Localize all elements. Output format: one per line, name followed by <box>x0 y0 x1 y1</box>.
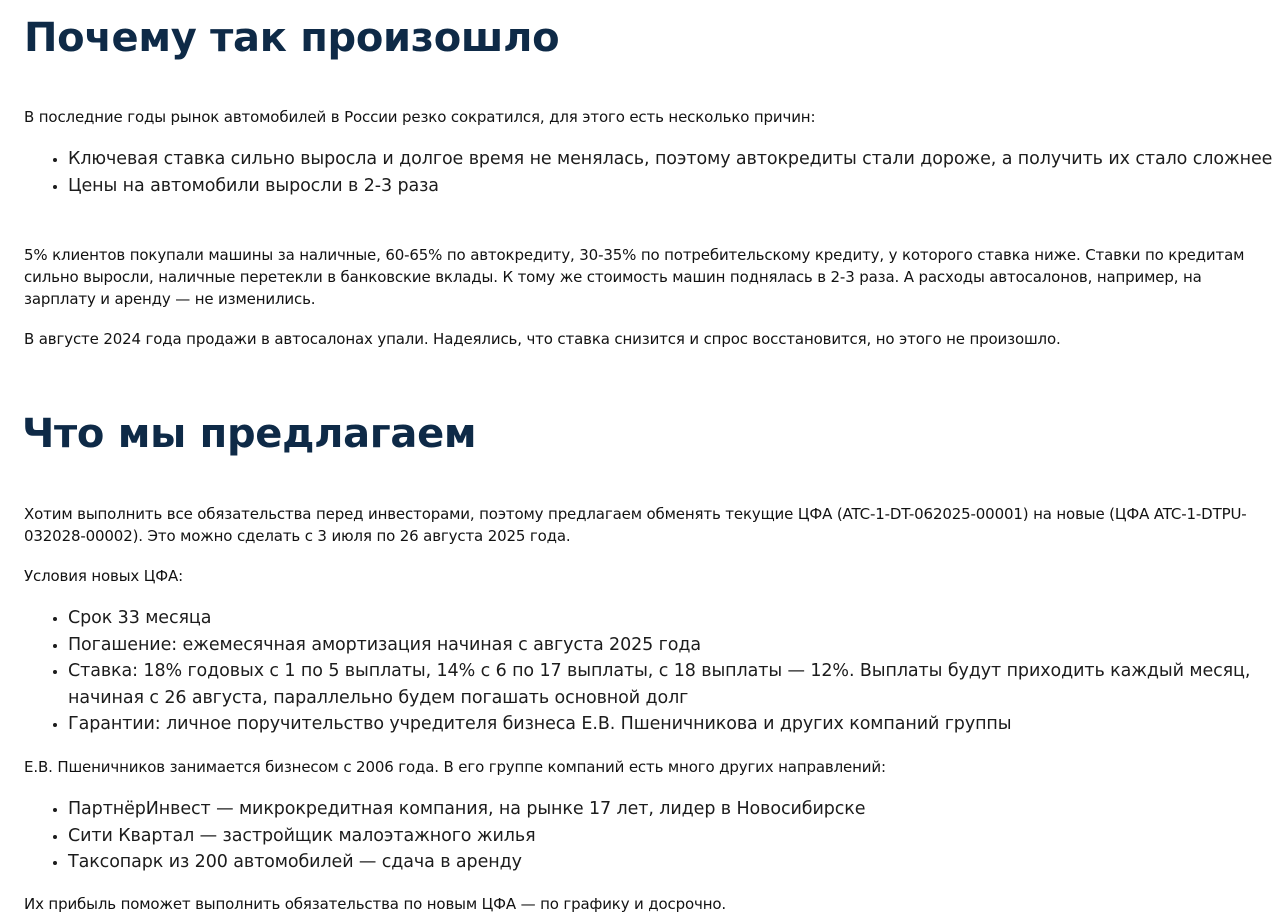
list-item: • ПартнёрИнвест — микрокредитная компания, на рынке 17 лет, лидер в Новосибирске <box>68 796 1280 823</box>
list-item: • Погашение: ежемесячная амортизация начиная с августа 2025 года <box>68 632 1280 659</box>
section-heading-offer: Что мы предлагаем <box>22 411 477 457</box>
list-item: • Сити Квартал — застройщик малоэтажного жилья <box>68 823 1280 850</box>
conditions-label: Условия новых ЦФА: <box>24 567 184 585</box>
list-item: • Цены на автомобили выросли в 2-3 раза <box>68 173 1280 200</box>
reasons-list <box>24 146 1280 199</box>
exchange-paragraph: Хотим выполнить все обязательства перед инвесторами, поэтому предлагаем обменять текущие ЦФА (ATC-1-DT-062025-00001) на новые (ЦФА ATC-1-DTPU-032028-00002). Это можно сделать с 3 июля по 26 августа 2025 года. <box>24 505 1247 545</box>
list-item: • Ставка: 18% годовых с 1 по 5 выплаты, 14% с 6 по 17 выплаты, с 18 выплаты — 12%. Выплаты будут приходить каждый месяц, начиная с 26 августа, параллельно будем погашать основной долг <box>68 658 1280 711</box>
intro-paragraph: В последние годы рынок автомобилей в России резко сократился, для этого есть несколько причин: <box>24 108 816 126</box>
closing-paragraph: Их прибыль поможет выполнить обязательства по новым ЦФА — по графику и досрочно. <box>24 895 727 913</box>
companies-list <box>24 796 1280 876</box>
conditions-list <box>24 605 1280 738</box>
clients-paragraph: 5% клиентов покупали машины за наличные, 60-65% по автокредиту, 30-35% по потребительскому кредиту, у которого ставка ниже. Ставки по кредитам сильно выросли, наличные перетекли в банковские вклады. К тому же стоимость машин поднялась в 2-3 раза. А расходы автосалонов, например, на зарплату и аренду — не изменились. <box>24 246 1245 308</box>
list-item: • Таксопарк из 200 автомобилей — сдача в аренду <box>68 849 1280 876</box>
list-item: • Ключевая ставка сильно выросла и долгое время не менялась, поэтому автокредиты стали дороже, а получить их стало сложнее <box>68 146 1280 173</box>
section-heading-why: Почему так произошло <box>24 15 560 61</box>
list-item: • Срок 33 месяца <box>68 605 1280 632</box>
owner-paragraph: Е.В. Пшеничников занимается бизнесом с 2006 года. В его группе компаний есть много других направлений: <box>24 758 886 776</box>
august-paragraph: В августе 2024 года продажи в автосалонах упали. Надеялись, что ставка снизится и спрос восстановится, но этого не произошло. <box>24 330 1061 348</box>
list-item: • Гарантии: личное поручительство учредителя бизнеса Е.В. Пшеничникова и других компаний группы <box>68 711 1280 738</box>
